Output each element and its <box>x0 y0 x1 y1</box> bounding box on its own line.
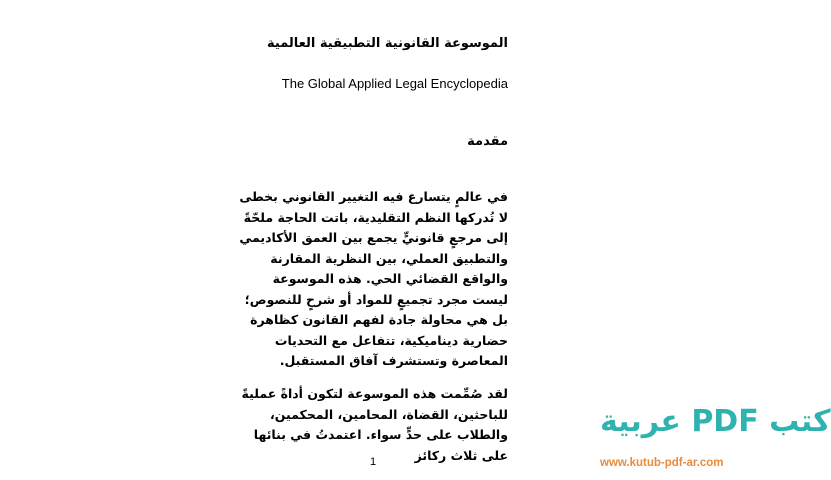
watermark-logo-text: كتب PDF عربية <box>600 404 831 439</box>
title-english: The Global Applied Legal Encyclopedia <box>281 76 508 91</box>
watermark-url: www.kutub-pdf-ar.com <box>600 457 724 469</box>
title-arabic: الموسوعة القانونية التطبيقية العالمية <box>267 36 508 51</box>
intro-paragraph-1: في عالمٍ يتسارع فيه التغيير القانوني بخطى لا تُدركها النظم التقليدية، باتت الحاجة ملحّةً إلى مرجعٍ قانونيٍّ يجمع بين العمق الأكاديمي والتطبيق العملي، بين النظرية المقارنة والواقع القضائي الحي. هذه الموسوعة ليست مجرد تجميعٍ للمواد أو شرحٍ للنصوص؛ بل هي محاولة جادة لفهم القانون كظاهرة حضارية ديناميكية، تتفاعل مع التحديات المعاصرة وتستشرف آفاق المستقبل. <box>239 189 508 368</box>
page-number: 1 <box>370 456 377 468</box>
section-heading: مقدمة <box>467 134 508 149</box>
intro-paragraph-2: لقد صُمِّمت هذه الموسوعة لتكون أداةً عمليةً للباحثين، القضاة، المحامين، المحكمين، والطلاب على حدٍّ سواء. اعتمدتُ في بنائها على ثلاث ركائز <box>241 386 508 463</box>
